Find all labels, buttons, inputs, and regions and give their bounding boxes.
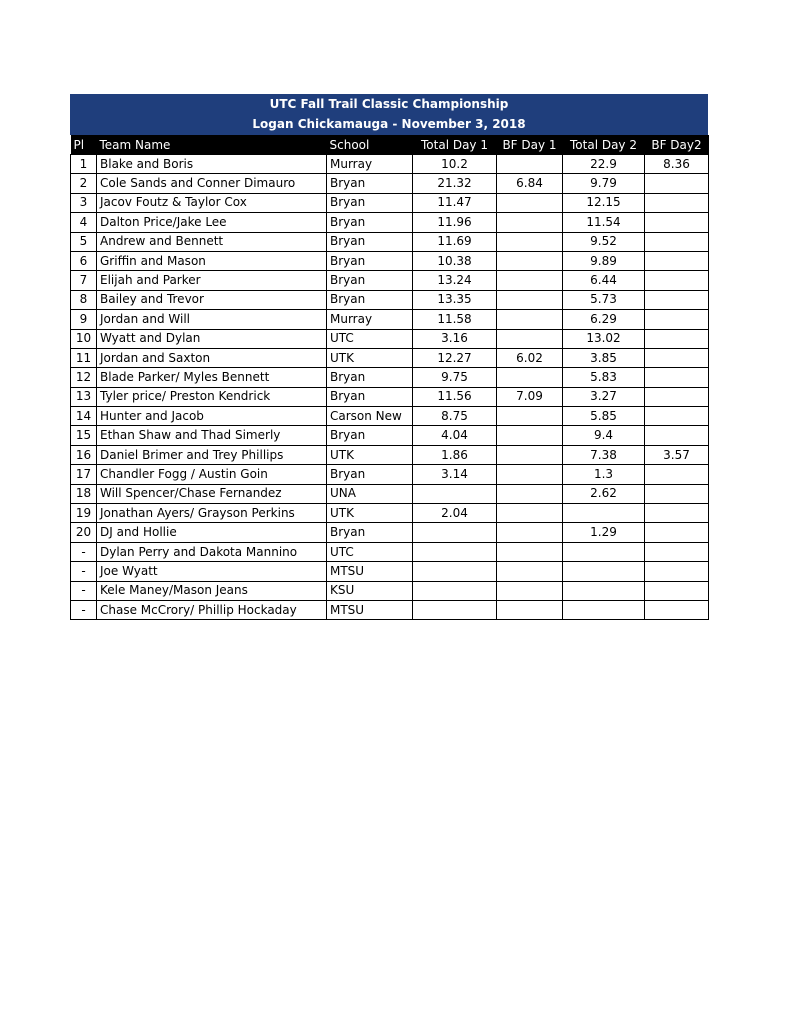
school-cell: Murray (327, 155, 413, 174)
team-name-cell: Jonathan Ayers/ Grayson Perkins (97, 504, 327, 523)
total-day-2-cell: 7.38 (563, 445, 645, 464)
bf-day-2-cell (645, 407, 709, 426)
bf-day-1-cell (497, 155, 563, 174)
total-day-2-cell: 13.02 (563, 329, 645, 348)
total-day-2-cell: 6.29 (563, 310, 645, 329)
bf-day-1-cell (497, 368, 563, 387)
total-day-2-cell: 9.52 (563, 232, 645, 251)
bf-day-2-cell: 8.36 (645, 155, 709, 174)
bf-day-2-cell (645, 387, 709, 406)
total-day-1-cell: 11.96 (413, 213, 497, 232)
bf-day-1-cell (497, 600, 563, 619)
place-cell: 16 (71, 445, 97, 464)
total-day-2-cell: 5.83 (563, 368, 645, 387)
table-row (71, 581, 709, 600)
bf-day-2-cell (645, 174, 709, 193)
bf-day-1-cell (497, 407, 563, 426)
table-row (71, 600, 709, 619)
team-name-cell: Joe Wyatt (97, 562, 327, 581)
total-day-2-cell: 9.89 (563, 251, 645, 270)
bf-day-2-cell (645, 271, 709, 290)
bf-day-2-cell (645, 329, 709, 348)
place-cell: 9 (71, 310, 97, 329)
total-day-1-cell: 4.04 (413, 426, 497, 445)
table-row (71, 290, 709, 309)
place-cell: 4 (71, 213, 97, 232)
school-cell: Bryan (327, 523, 413, 542)
table-row (71, 542, 709, 561)
table-row (71, 368, 709, 387)
total-day-1-cell: 2.04 (413, 504, 497, 523)
total-day-1-cell: 10.38 (413, 251, 497, 270)
school-cell: Bryan (327, 271, 413, 290)
total-day-1-cell: 3.16 (413, 329, 497, 348)
total-day-2-cell: 12.15 (563, 193, 645, 212)
team-name-cell: Blade Parker/ Myles Bennett (97, 368, 327, 387)
place-cell: - (71, 581, 97, 600)
place-cell: 5 (71, 232, 97, 251)
bf-day-1-cell (497, 193, 563, 212)
total-day-1-cell (413, 562, 497, 581)
bf-day-1-cell (497, 445, 563, 464)
table-row (71, 348, 709, 367)
bf-day-2-cell (645, 193, 709, 212)
table-row (71, 465, 709, 484)
total-day-2-cell (563, 562, 645, 581)
total-day-2-cell: 6.44 (563, 271, 645, 290)
total-day-1-cell: 12.27 (413, 348, 497, 367)
total-day-2-cell (563, 600, 645, 619)
table-row (71, 426, 709, 445)
bf-day-1-cell (497, 213, 563, 232)
total-day-1-cell: 11.69 (413, 232, 497, 251)
bf-day-2-cell (645, 426, 709, 445)
team-name-cell: Cole Sands and Conner Dimauro (97, 174, 327, 193)
place-cell: 12 (71, 368, 97, 387)
bf-day-2-cell (645, 504, 709, 523)
school-cell: UTC (327, 329, 413, 348)
place-cell: 10 (71, 329, 97, 348)
header-team-name: Team Name (97, 135, 327, 155)
team-name-cell: Ethan Shaw and Thad Simerly (97, 426, 327, 445)
team-name-cell: DJ and Hollie (97, 523, 327, 542)
total-day-2-cell: 9.79 (563, 174, 645, 193)
header-total-day-1: Total Day 1 (413, 135, 497, 155)
table-row (71, 232, 709, 251)
place-cell: 11 (71, 348, 97, 367)
team-name-cell: Dylan Perry and Dakota Mannino (97, 542, 327, 561)
team-name-cell: Daniel Brimer and Trey Phillips (97, 445, 327, 464)
team-name-cell: Kele Maney/Mason Jeans (97, 581, 327, 600)
bf-day-2-cell: 3.57 (645, 445, 709, 464)
table-row (71, 387, 709, 406)
place-cell: 6 (71, 251, 97, 270)
table-row (71, 562, 709, 581)
table-row (71, 251, 709, 270)
total-day-2-cell: 1.29 (563, 523, 645, 542)
header-bf-day-2: BF Day2 (645, 135, 709, 155)
table-row (71, 193, 709, 212)
team-name-cell: Elijah and Parker (97, 271, 327, 290)
table-row (71, 523, 709, 542)
total-day-2-cell (563, 581, 645, 600)
team-name-cell: Chase McCrory/ Phillip Hockaday (97, 600, 327, 619)
team-name-cell: Will Spencer/Chase Fernandez (97, 484, 327, 503)
bf-day-1-cell (497, 465, 563, 484)
header-bf-day-1: BF Day 1 (497, 135, 563, 155)
total-day-2-cell: 1.3 (563, 465, 645, 484)
bf-day-2-cell (645, 465, 709, 484)
school-cell: UTK (327, 348, 413, 367)
bf-day-2-cell (645, 348, 709, 367)
team-name-cell: Chandler Fogg / Austin Goin (97, 465, 327, 484)
table-row (71, 271, 709, 290)
total-day-1-cell: 3.14 (413, 465, 497, 484)
team-name-cell: Jordan and Will (97, 310, 327, 329)
bf-day-2-cell (645, 562, 709, 581)
place-cell: - (71, 562, 97, 581)
place-cell: 14 (71, 407, 97, 426)
team-name-cell: Jacov Foutz & Taylor Cox (97, 193, 327, 212)
team-name-cell: Dalton Price/Jake Lee (97, 213, 327, 232)
table-row (71, 407, 709, 426)
header-row (71, 135, 709, 155)
bf-day-1-cell (497, 562, 563, 581)
place-cell: 18 (71, 484, 97, 503)
school-cell: Bryan (327, 232, 413, 251)
bf-day-2-cell (645, 213, 709, 232)
bf-day-2-cell (645, 368, 709, 387)
total-day-1-cell (413, 523, 497, 542)
place-cell: 2 (71, 174, 97, 193)
place-cell: 15 (71, 426, 97, 445)
team-name-cell: Jordan and Saxton (97, 348, 327, 367)
place-cell: 19 (71, 504, 97, 523)
bf-day-1-cell (497, 251, 563, 270)
total-day-1-cell: 13.35 (413, 290, 497, 309)
table-row (71, 213, 709, 232)
total-day-2-cell: 22.9 (563, 155, 645, 174)
table-row (71, 155, 709, 174)
total-day-1-cell (413, 542, 497, 561)
place-cell: 8 (71, 290, 97, 309)
total-day-2-cell: 5.73 (563, 290, 645, 309)
school-cell: Bryan (327, 290, 413, 309)
place-cell: - (71, 600, 97, 619)
total-day-1-cell: 9.75 (413, 368, 497, 387)
table-row (71, 329, 709, 348)
school-cell: UTK (327, 504, 413, 523)
bf-day-1-cell (497, 290, 563, 309)
total-day-1-cell: 13.24 (413, 271, 497, 290)
bf-day-1-cell (497, 426, 563, 445)
school-cell: Murray (327, 310, 413, 329)
total-day-2-cell (563, 542, 645, 561)
school-cell: KSU (327, 581, 413, 600)
table-row (71, 504, 709, 523)
place-cell: 13 (71, 387, 97, 406)
header-place: Pl (71, 135, 97, 155)
total-day-2-cell: 2.62 (563, 484, 645, 503)
school-cell: UNA (327, 484, 413, 503)
total-day-1-cell: 11.58 (413, 310, 497, 329)
total-day-2-cell: 3.27 (563, 387, 645, 406)
bf-day-2-cell (645, 581, 709, 600)
place-cell: - (71, 542, 97, 561)
title-line-2: Logan Chickamauga - November 3, 2018 (252, 117, 526, 131)
bf-day-1-cell (497, 504, 563, 523)
table-row (71, 484, 709, 503)
total-day-2-cell (563, 504, 645, 523)
bf-day-2-cell (645, 232, 709, 251)
team-name-cell: Blake and Boris (97, 155, 327, 174)
bf-day-1-cell: 7.09 (497, 387, 563, 406)
team-name-cell: Bailey and Trevor (97, 290, 327, 309)
bf-day-1-cell (497, 271, 563, 290)
total-day-1-cell (413, 600, 497, 619)
place-cell: 20 (71, 523, 97, 542)
table-row (71, 445, 709, 464)
results-table (70, 135, 709, 620)
bf-day-1-cell (497, 329, 563, 348)
table-row (71, 310, 709, 329)
place-cell: 1 (71, 155, 97, 174)
school-cell: Bryan (327, 193, 413, 212)
team-name-cell: Wyatt and Dylan (97, 329, 327, 348)
school-cell: Bryan (327, 368, 413, 387)
title-line-1: UTC Fall Trail Classic Championship (269, 97, 509, 111)
bf-day-2-cell (645, 251, 709, 270)
total-day-1-cell: 11.47 (413, 193, 497, 212)
school-cell: UTK (327, 445, 413, 464)
bf-day-2-cell (645, 542, 709, 561)
bf-day-2-cell (645, 310, 709, 329)
school-cell: Bryan (327, 387, 413, 406)
total-day-1-cell: 8.75 (413, 407, 497, 426)
bf-day-1-cell: 6.02 (497, 348, 563, 367)
results-sheet (70, 94, 708, 620)
bf-day-1-cell (497, 542, 563, 561)
school-cell: Bryan (327, 465, 413, 484)
total-day-2-cell: 5.85 (563, 407, 645, 426)
bf-day-1-cell (497, 581, 563, 600)
total-day-2-cell: 11.54 (563, 213, 645, 232)
title-banner (70, 94, 708, 135)
school-cell: Carson New (327, 407, 413, 426)
bf-day-2-cell (645, 523, 709, 542)
school-cell: Bryan (327, 426, 413, 445)
school-cell: Bryan (327, 251, 413, 270)
total-day-1-cell: 11.56 (413, 387, 497, 406)
bf-day-2-cell (645, 600, 709, 619)
place-cell: 3 (71, 193, 97, 212)
total-day-1-cell: 1.86 (413, 445, 497, 464)
school-cell: Bryan (327, 174, 413, 193)
total-day-1-cell: 21.32 (413, 174, 497, 193)
school-cell: MTSU (327, 600, 413, 619)
place-cell: 7 (71, 271, 97, 290)
bf-day-2-cell (645, 484, 709, 503)
header-total-day-2: Total Day 2 (563, 135, 645, 155)
school-cell: MTSU (327, 562, 413, 581)
bf-day-1-cell (497, 310, 563, 329)
team-name-cell: Griffin and Mason (97, 251, 327, 270)
bf-day-1-cell (497, 523, 563, 542)
school-cell: Bryan (327, 213, 413, 232)
bf-day-1-cell (497, 484, 563, 503)
bf-day-2-cell (645, 290, 709, 309)
total-day-1-cell: 10.2 (413, 155, 497, 174)
total-day-1-cell (413, 581, 497, 600)
total-day-2-cell: 9.4 (563, 426, 645, 445)
table-row (71, 174, 709, 193)
bf-day-1-cell (497, 232, 563, 251)
team-name-cell: Tyler price/ Preston Kendrick (97, 387, 327, 406)
team-name-cell: Hunter and Jacob (97, 407, 327, 426)
header-school: School (327, 135, 413, 155)
total-day-2-cell: 3.85 (563, 348, 645, 367)
bf-day-1-cell: 6.84 (497, 174, 563, 193)
place-cell: 17 (71, 465, 97, 484)
total-day-1-cell (413, 484, 497, 503)
team-name-cell: Andrew and Bennett (97, 232, 327, 251)
school-cell: UTC (327, 542, 413, 561)
